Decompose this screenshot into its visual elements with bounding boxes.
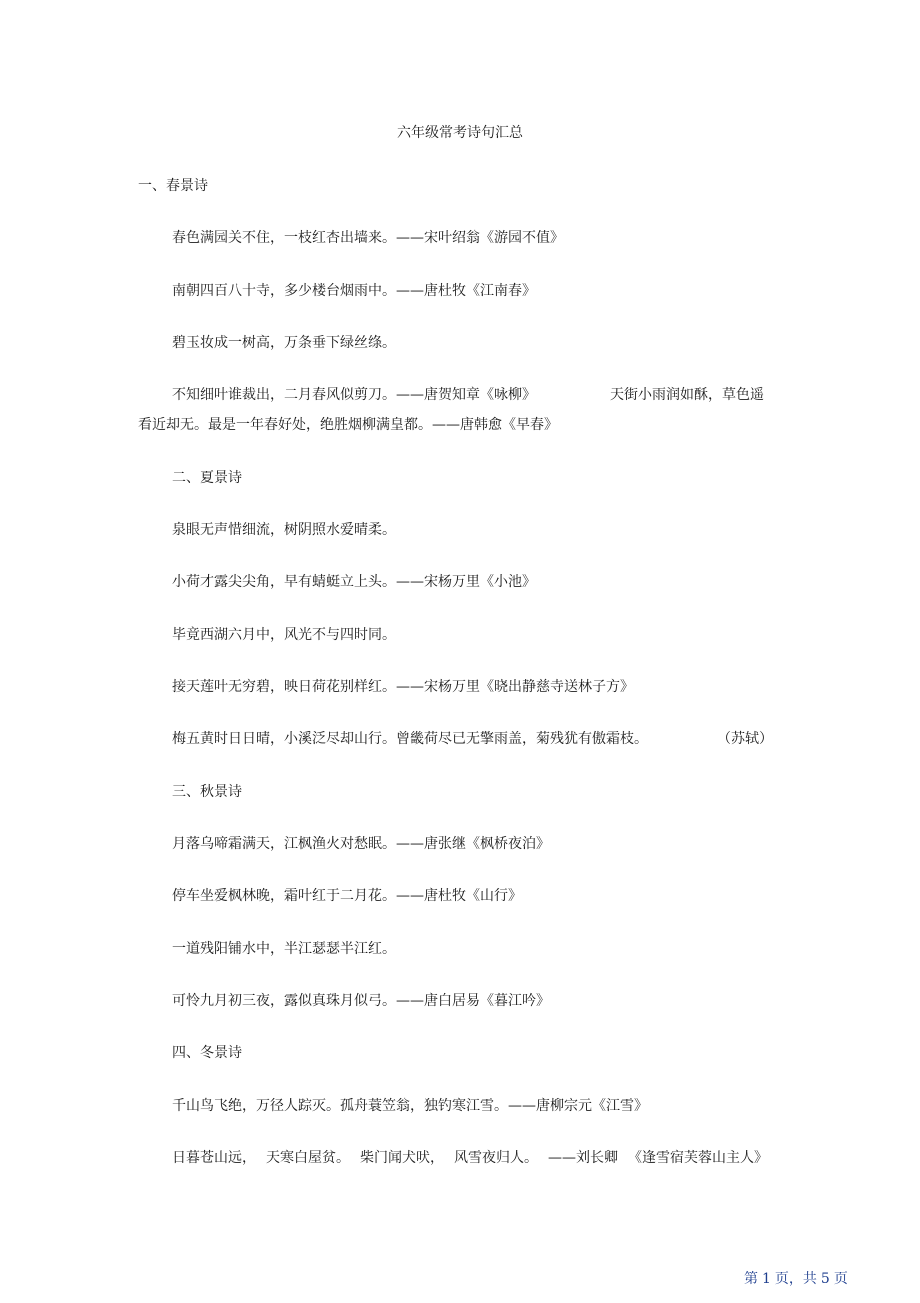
footer-prefix: 第 — [744, 1271, 758, 1287]
poem-line: 春色满园关不住，一枝红杏出墙来。——宋叶绍翁《游园不值》 — [172, 230, 564, 246]
poem-text: 天寒白屋贫。 — [266, 1150, 350, 1166]
section-heading-summer: 二、夏景诗 — [172, 470, 242, 486]
poem-line — [172, 1149, 768, 1167]
page-number-footer — [744, 1268, 848, 1288]
footer-total: 5 — [820, 1271, 830, 1287]
footer-page: 1 — [762, 1271, 771, 1287]
footer-suffix: 页 — [833, 1271, 848, 1287]
poem-line: 南朝四百八十寺，多少楼台烟雨中。——唐杜牧《江南春》 — [172, 283, 536, 299]
poem-line: 千山鸟飞绝，万径人踪灭。孤舟蓑笠翁，独钓寒江雪。——唐柳宗元《江雪》 — [172, 1098, 648, 1114]
poem-source: 《逢雪宿芙蓉山主人》 — [628, 1150, 768, 1166]
poem-line: 毕竟西湖六月中，风光不与四时同。 — [172, 627, 396, 643]
poem-author: ——刘长卿 — [548, 1150, 618, 1166]
poem-line: 停车坐爱枫林晚，霜叶红于二月花。——唐杜牧《山行》 — [172, 888, 522, 904]
poem-text: 柴门闻犬吠， — [360, 1150, 444, 1166]
poem-line: 月落乌啼霜满天，江枫渔火对愁眠。——唐张继《枫桥夜泊》 — [172, 836, 550, 852]
poem-text: 梅五黄时日日晴，小溪泛尽却山行。曾畿荷尽已无擎雨盖，菊残犹有傲霜枝。 — [172, 731, 648, 747]
poem-line — [172, 730, 648, 748]
section-heading-spring: 一、春景诗 — [138, 178, 208, 194]
poem-line — [172, 386, 764, 404]
poem-line: 一道残阳铺水中，半江瑟瑟半江红。 — [172, 941, 396, 957]
poem-text: 日暮苍山远， — [172, 1150, 256, 1166]
poem-line: 小荷才露尖尖角，早有蜻蜓立上头。——宋杨万里《小池》 — [172, 574, 536, 590]
poem-line: 看近却无。最是一年春好处，绝胜烟柳满皇都。——唐韩愈《早春》 — [138, 417, 558, 433]
footer-mid: 页，共 — [774, 1271, 817, 1287]
section-heading-autumn: 三、秋景诗 — [172, 784, 242, 800]
section-heading-winter: 四、冬景诗 — [172, 1045, 242, 1061]
poem-text: 风雪夜归人。 — [454, 1150, 538, 1166]
poem-line: 可怜九月初三夜，露似真珠月似弓。——唐白居易《暮江吟》 — [172, 993, 550, 1009]
poem-line: 碧玉妆成一树高，万条垂下绿丝绦。 — [172, 335, 396, 351]
poem-text: 天街小雨润如酥，草色遥 — [610, 387, 764, 403]
poem-line: 接天莲叶无穷碧，映日荷花别样红。——宋杨万里《晓出静慈寺送林子方》 — [172, 679, 634, 695]
poem-text: 不知细叶谁裁出，二月春风似剪刀。——唐贺知章《咏柳》 — [172, 387, 536, 403]
poem-line: 泉眼无声惜细流，树阴照水爱晴柔。 — [172, 522, 396, 538]
page-title: 六年级常考诗句汇总 — [397, 125, 523, 141]
poem-attribution: （苏轼） — [717, 731, 773, 747]
